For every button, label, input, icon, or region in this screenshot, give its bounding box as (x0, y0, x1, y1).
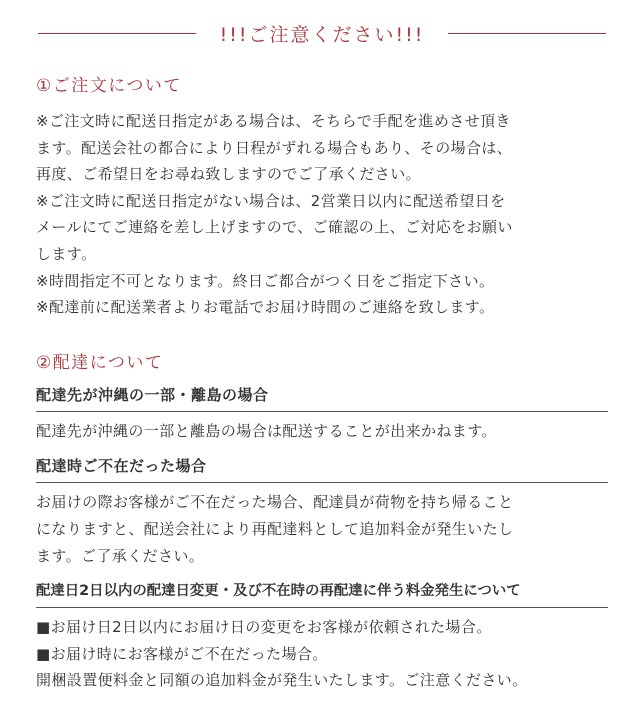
order-note-line: ※時間指定不可となります。終日ご都合がつく日をご指定下さい。 (36, 271, 495, 290)
subsection-line: ■お届け日2日以内にお届け日の変更をお客様が依頼された場合。 (36, 618, 492, 637)
order-note-line: ※配達前に配送業者よりお電話でお届け時間のご連絡を致します。 (36, 298, 495, 317)
order-note-line: ※ご注文時に配送日指定がある場合は、そちらで手配を進めさせ頂き (36, 112, 511, 130)
subsection-heading: 配達日2日以内の配達日変更・及び不在時の再配達に伴う料金発生について (36, 579, 608, 608)
subsection-line: お届けの際お客様がご不在だった場合、配達員が荷物を持ち帰ること (36, 493, 514, 512)
order-note-line: ※ご注文時に配送日指定がない場合は、2営業日以内に配送希望日を (36, 191, 506, 210)
subsection-redelivery-fee (36, 579, 608, 694)
order-note-line: ます。配送会社の都合により日程がずれる場合もあり、その場合は、 (36, 138, 513, 157)
order-note-line: 再度、ご希望日をお尋ね致しますのでご了承ください。 (36, 165, 422, 184)
subsection-heading: 配達時ご不在だった場合 (36, 454, 608, 483)
title-divider-right (448, 33, 606, 34)
section-heading-delivery: ②配達について (36, 352, 164, 373)
subsection-line: 配達先が沖縄の一部と離島の場合は配送することが出来かねます。 (36, 421, 497, 440)
order-notes (36, 108, 608, 321)
subsection-heading: 配達先が沖縄の一部・離島の場合 (36, 383, 608, 412)
subsection-line: ます。ご了承ください。 (36, 546, 205, 565)
order-note-line: します。 (36, 244, 97, 263)
subsection-line: ■お届け時にお客様がご不在だった場合。 (36, 644, 328, 663)
notice-title: !!!ご注意ください!!! (219, 23, 425, 46)
section-heading-order: ①ご注文について (36, 76, 182, 96)
notice-title-row (38, 18, 606, 48)
title-divider-left (38, 33, 196, 34)
subsection-line: 開梱設置便料金と同額の追加料金が発生いたします。ご注意ください。 (36, 671, 528, 690)
order-note-line: メールにてご連絡を差し上げますので、ご確認の上、ご対応をお願い (36, 218, 513, 237)
subsection-remote-islands (36, 383, 608, 445)
subsection-absent (36, 454, 608, 569)
subsection-line: になりますと、配送会社により再配達料として追加料金が発生いたし (36, 519, 514, 538)
notice-content (36, 74, 608, 704)
